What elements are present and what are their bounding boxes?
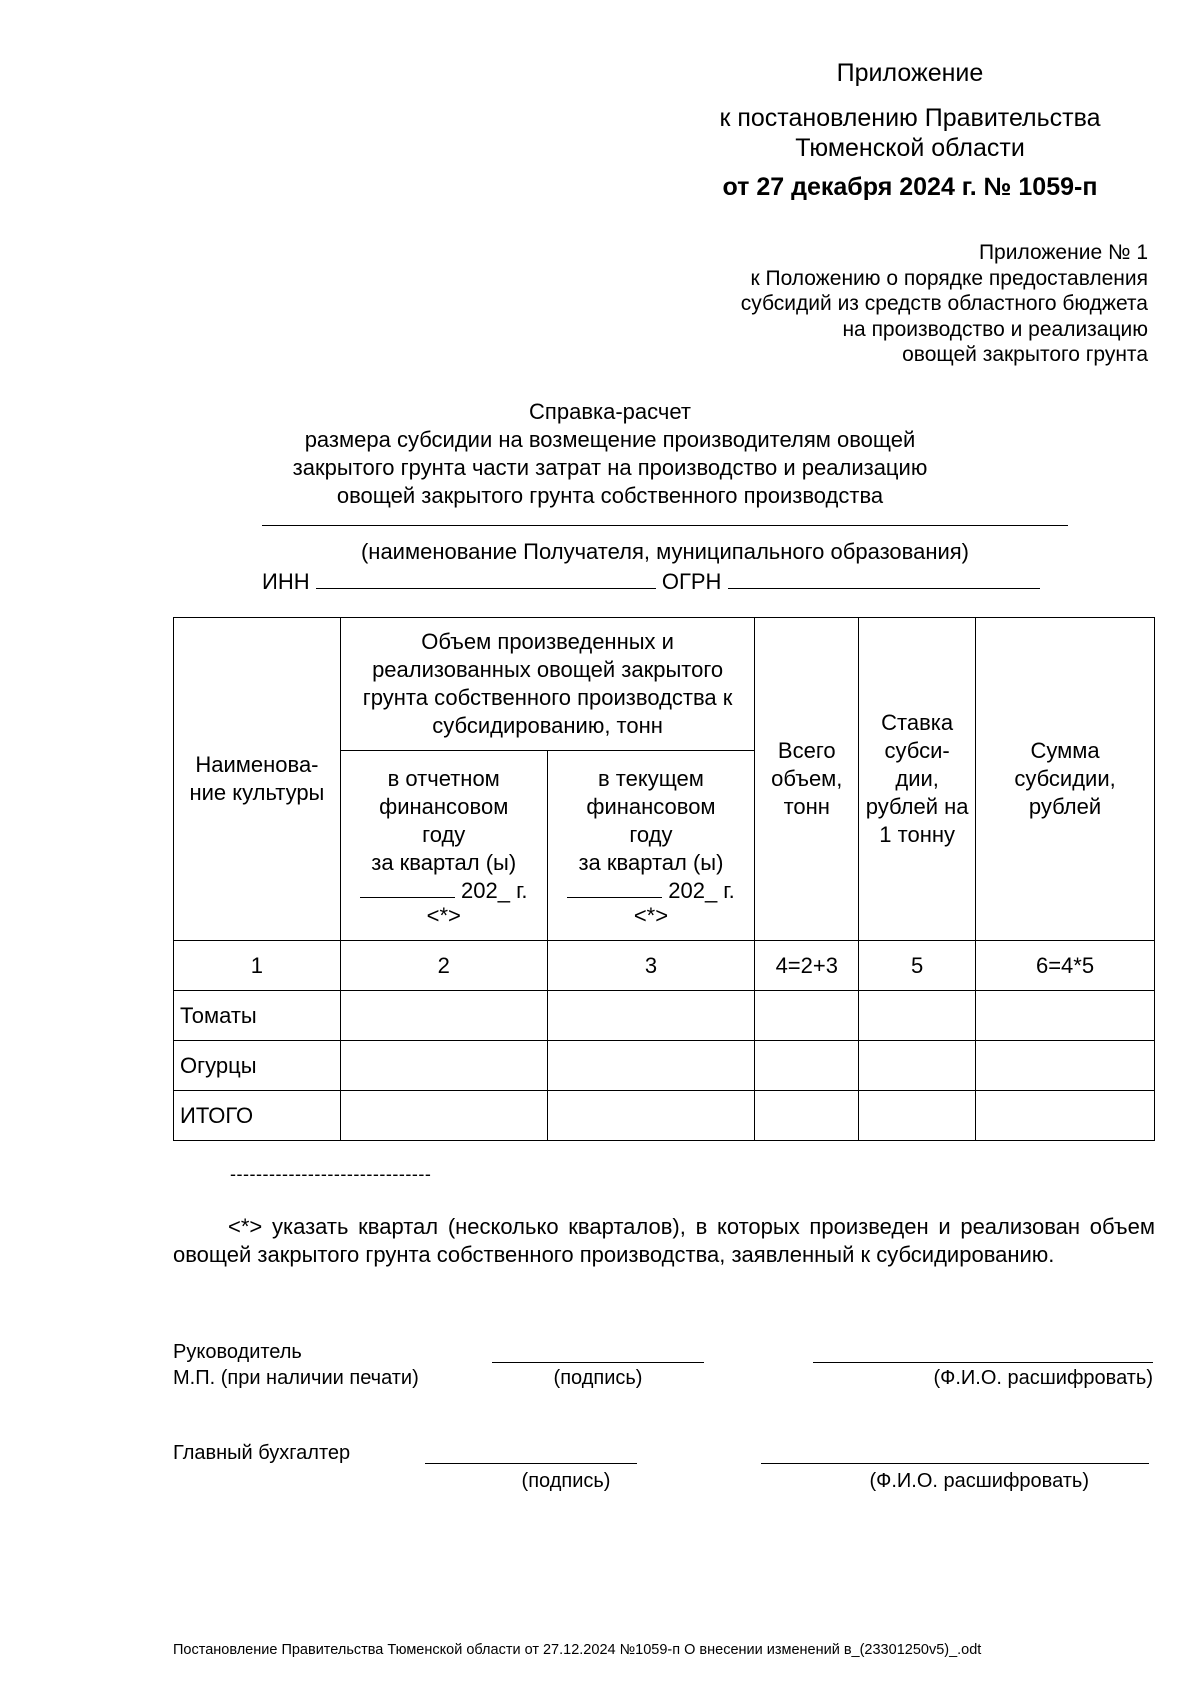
col-number: 2 [340, 941, 547, 991]
col-rate-header: Ставка субси-дии, рублей на 1 тонну [859, 618, 976, 941]
table-row [174, 1091, 1155, 1141]
col-number: 5 [859, 941, 976, 991]
col-crop-header: Наименова-ние культуры [174, 618, 341, 941]
table-cell [340, 1041, 547, 1091]
head-label: Руководитель [173, 1341, 302, 1363]
crop-name: Огурцы [174, 1041, 341, 1091]
ogrn-label: ОГРН [661, 569, 722, 594]
footnote-separator: ------------------------------- [230, 1164, 432, 1184]
footnote-mark: <*> [633, 902, 669, 928]
col-number: 3 [547, 941, 755, 991]
sign-caption: (подпись) [553, 1367, 643, 1389]
inn-label: ИНН [262, 569, 310, 594]
col-volume-group-header: Объем произведенных и реализованных овощей закрытого грунта собственного производства к субсидированию, тонн [340, 618, 754, 751]
sign-caption: (подпись) [521, 1470, 611, 1492]
appendix-1-line: овощей закрытого грунта [902, 343, 1148, 366]
appendix-1-line: Приложение № 1 [978, 241, 1148, 264]
footnote-mark: <*> [426, 902, 461, 928]
header-line: году [422, 821, 466, 847]
table-cell [859, 1041, 976, 1091]
year-suffix: 202_ г. [668, 877, 735, 903]
header-line: финансовом [379, 793, 509, 819]
table-cell [976, 1041, 1155, 1091]
head-name-line [813, 1362, 1153, 1363]
col-number: 1 [174, 941, 341, 991]
col-number: 6=4*5 [976, 941, 1155, 991]
quarter-year-line [552, 877, 751, 905]
table-cell [755, 1091, 859, 1141]
col-total-volume-header: Всего объем, тонн [755, 618, 859, 941]
inn-ogrn-row [262, 568, 1082, 596]
table-cell [755, 991, 859, 1041]
total-label: ИТОГО [174, 1091, 341, 1141]
name-caption: (Ф.И.О. расшифровать) [933, 1367, 1153, 1389]
header-line: в текущем [597, 765, 704, 791]
header-line: в отчетном [387, 765, 500, 791]
col-current-year-header [547, 751, 755, 941]
col-subsidy-sum-header: Сумма субсидии, рублей [976, 618, 1155, 941]
document-title [220, 398, 1000, 510]
resolution-date-number: от 27 декабря 2024 г. № 1059-п [722, 173, 1098, 201]
subsidy-table [173, 617, 1155, 1141]
stamp-label: М.П. (при наличии печати) [173, 1367, 419, 1389]
table-cell [859, 991, 976, 1041]
table-row [174, 1041, 1155, 1091]
year-suffix: 202_ г. [461, 877, 528, 903]
name-caption-text: (Ф.И.О. расшифровать) [869, 1470, 1089, 1492]
quarter-blank [567, 877, 662, 898]
title-line: закрытого грунта части затрат на производство и реализацию [292, 455, 928, 480]
quarter-year-line [345, 877, 543, 905]
recipient-name-line [262, 525, 1068, 526]
title-line: овощей закрытого грунта собственного производства [336, 483, 884, 508]
file-footer: Постановление Правительства Тюменской области от 27.12.2024 №1059-п О внесении изменений в_(23301250v5)_.odt [173, 1642, 982, 1658]
footnote-text: <*> указать квартал (несколько кварталов), в которых произведен и реализован объем овощей закрытого грунта собственного производства, заявленный к субсидированию. [173, 1214, 1155, 1267]
header-line: за квартал (ы) [578, 849, 724, 875]
appendix-1-block [648, 240, 1148, 368]
table-row [174, 991, 1155, 1041]
header-line: году [629, 821, 673, 847]
table-cell [340, 991, 547, 1041]
title-line: размера субсидии на возмещение производителям овощей [304, 427, 916, 452]
appendix-heading: Приложение [836, 59, 984, 87]
appendix-1-line: субсидий из средств областного бюджета [740, 292, 1148, 315]
table-cell [340, 1091, 547, 1141]
table-cell [755, 1041, 859, 1091]
accountant-label: Главный бухгалтер [173, 1442, 351, 1464]
appendix-1-line: на производство и реализацию [842, 317, 1148, 341]
col-reporting-year-header [340, 751, 547, 941]
header-line: за квартал (ы) [371, 849, 517, 875]
appendix-1-line: к Положению о порядке предоставления [750, 266, 1148, 290]
resolution-reference: к постановлению Правительства Тюменской области [719, 104, 1101, 162]
title-line: Справка-расчет [529, 399, 691, 424]
table-cell [547, 1091, 755, 1141]
table-cell [547, 991, 755, 1041]
accountant-signature-line [425, 1463, 637, 1464]
ogrn-line [728, 588, 1040, 589]
head-signature-line [492, 1362, 704, 1363]
recipient-caption: (наименование Получателя, муниципального образования) [360, 539, 970, 564]
numbering-row [174, 941, 1155, 991]
name-caption [761, 1469, 1149, 1494]
header-line: финансовом [586, 793, 716, 819]
table-cell [859, 1091, 976, 1141]
inn-line [316, 588, 656, 589]
col-number: 4=2+3 [755, 941, 859, 991]
table-cell [976, 1091, 1155, 1141]
table-cell [547, 1041, 755, 1091]
crop-name: Томаты [174, 991, 341, 1041]
table-cell [976, 991, 1155, 1041]
quarter-blank [360, 877, 455, 898]
accountant-name-line [761, 1463, 1149, 1464]
